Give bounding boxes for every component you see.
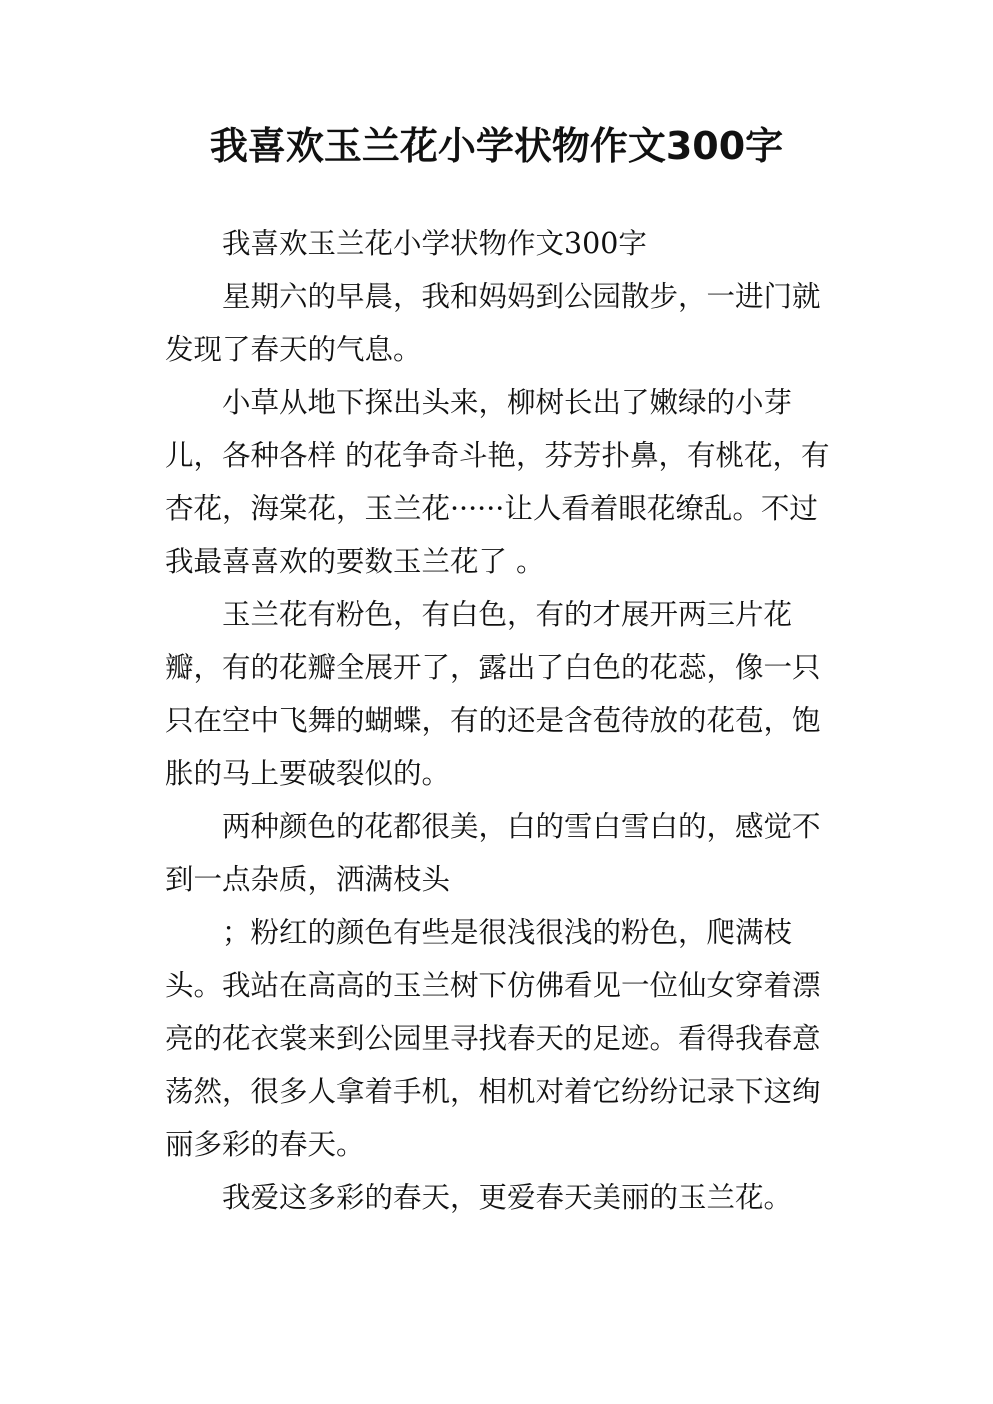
paragraph: 我爱这多彩的春天，更爱春天美丽的玉兰花。 [222,1181,793,1214]
paragraph: 玉兰花有粉色，有白色，有的才展开两三片花瓣，有的花瓣全展开了，露出了白色的花蕊，像一只只在空中飞舞的蝴蝶，有的还是含苞待放的花苞，饱胀的马上要破裂似的。 [165,598,821,790]
paragraph: ；粉红的颜色有些是很浅很浅的粉色，爬满枝头。我站在高高的玉兰树下仿佛看见一位仙女穿着漂亮的花衣裳来到公园里寻找春天的足迹。看得我春意荡然，很多人拿着手机，相机对着它纷纷记录下这绚丽多彩的春天。 [165,916,821,1161]
paragraph-subtitle: 我喜欢玉兰花小学状物作文300字 [222,227,647,260]
paragraph: 两种颜色的花都很美，白的雪白雪白的，感觉不到一点杂质，洒满枝头 [165,810,821,896]
paragraph: 小草从地下探出头来，柳树长出了嫩绿的小芽儿，各种各样 的花争奇斗艳，芬芳扑鼻，有桃花，有杏花，海棠花，玉兰花······让人看着眼花缭乱。不过我最喜喜欢的要数玉兰花了 。 [165,386,830,578]
document-title: 我喜欢玉兰花小学状物作文300字 [209,124,784,168]
paragraph: 星期六的早晨，我和妈妈到公园散步，一进门就发现了春天的气息。 [165,280,821,366]
document-body [165,217,835,1224]
